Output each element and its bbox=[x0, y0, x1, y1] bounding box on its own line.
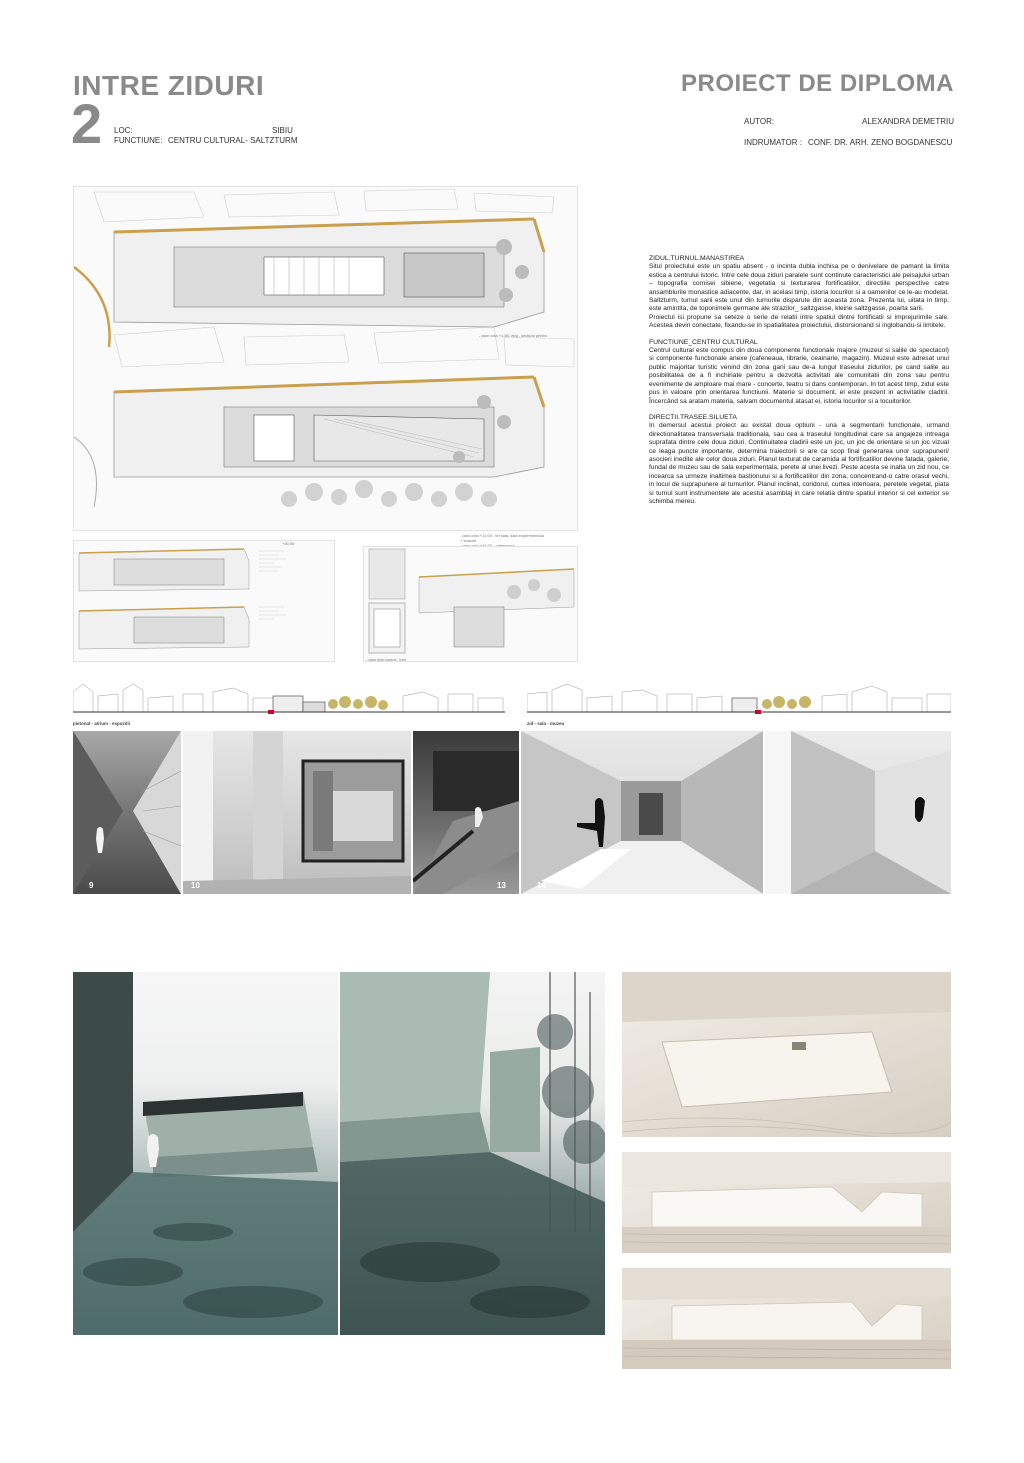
exterior-render-middle bbox=[340, 972, 605, 1335]
model-photo-middle bbox=[622, 1152, 951, 1253]
model-photo-top bbox=[622, 972, 951, 1137]
location-label: LOC: bbox=[114, 126, 133, 135]
model-middle-drawing bbox=[622, 1152, 951, 1253]
render-panel-14 bbox=[521, 731, 763, 894]
exterior-render-left bbox=[73, 972, 338, 1335]
section-label-right: zid - sala - muzeu bbox=[527, 721, 565, 726]
advisor-label: INDRUMATOR : bbox=[744, 138, 802, 147]
panel-number-14: 14 bbox=[537, 881, 546, 890]
paragraph-function: Centrul cultural este compus din doua componente functionale majore (muzeul si salile de spectacol) si componente functionale anexe (cafeneaua, librarie, ceainarie, magazin). Muzeul este adresat unui public majoritar turistic venind din zona garii sau de-a lungul traseului zidurilor, pe cand salile au posibilitatea de a fi inchiriate pentru a dezvolta activitati ale comunitatii din zona sau pentru evenimente de amploare mai mare - concerte, teatru si dans contemporan. In tot acest timp, zidul este pus in valoare prin orientarea functiunii. Materie si document, el este prezent in activitatile cladirii. Încercând sa aratam materia, salvam documentul atasat ei, istoria locurilor si a locuitorilor. bbox=[649, 347, 949, 405]
paragraph-relations: Proiectul isi propune sa seteze o serie de relatii intre spatiul dintre fortificatii si imprejurimile sale. Acestea devin conectate, fixandu-se in spatialitatea proiectului, distorsionand si inglobandu-si limitele. bbox=[649, 313, 949, 330]
tower-plans bbox=[363, 546, 578, 662]
function-value: CENTRU CULTURAL- SALTZTURM bbox=[168, 136, 298, 145]
panel-number-13: 13 bbox=[497, 881, 506, 890]
floor-plans-drawing bbox=[74, 541, 335, 662]
advisor-value: CONF. DR. ARH. ZENO BOGDANESCU bbox=[808, 138, 953, 147]
model-bottom-drawing bbox=[622, 1268, 951, 1369]
site-plan-drawing bbox=[74, 187, 578, 531]
plan-note-1: - plan cota +1.50, etaj - sectiuni pentru bbox=[479, 333, 548, 338]
plan-note-2: - plan cota +11.00 - tiri sala, sala experimentala bbox=[460, 533, 544, 538]
paragraph-directions: In demersul acestui proiect au existat doua optiuni - una a segmentarii functionale, urmand directionalitatea transversala traditionala, sau cea a traseului longitudinal care sa angajeze intreaga suprafata dintre cele doua ziduri. Continuitatea cladirii este un joc, un joc de orientare si un joc vizual ce leaga puncte importante, determina traiectorii si are ca scop final generarea unor suprapuneri/ asocieri inedite ale celor doua ziduri. Planul texturat de caramida al fortificatiilor devine fatada, galerie, fundal de muzeu sau de sala experimentala, perete al unei livezi. Peste acesta se inalta un zid nou, ce incearca sa urmeze inaltimea bastionului si a fortificatiilor din zona, concentrand-o catre orasul vechi, in locul de suprapunere al turnurilor. Planul inclinat, coridorul, curtea interioara, peretele vegetal, piata si turnul sunt instrumentele ale acestui asamblaj in care relatia dintre spatiul interior si cel exterior se schimba mereu. bbox=[649, 422, 949, 505]
section-strip-left bbox=[73, 672, 505, 726]
location-value: SIBIU bbox=[272, 126, 293, 135]
heading-wall-tower: ZIDUL.TURNUL.MANASTIREA bbox=[649, 255, 745, 262]
section-label-left: pietonal - atrium - expozitii bbox=[73, 721, 131, 726]
section-right-drawing bbox=[527, 672, 951, 716]
board-number: 2 bbox=[71, 92, 103, 155]
site-plan-main bbox=[73, 186, 578, 531]
section-left-drawing bbox=[73, 672, 505, 716]
model-top-drawing bbox=[622, 972, 951, 1137]
board-title: INTRE ZIDURI bbox=[73, 70, 265, 101]
exterior-middle-drawing bbox=[340, 972, 605, 1335]
section-strip-right bbox=[527, 672, 951, 726]
heading-directions: DIRECTII.TRASEE.SILUETA bbox=[649, 413, 737, 421]
project-title: PROIECT DE DIPLOMA bbox=[680, 70, 954, 97]
author-value: ALEXANDRA DEMETRIU bbox=[862, 117, 955, 126]
model-photo-bottom bbox=[622, 1268, 951, 1369]
exterior-left-drawing bbox=[73, 972, 338, 1335]
render-panel-15 bbox=[765, 731, 951, 894]
description-text bbox=[649, 255, 949, 506]
tower-plans-drawing bbox=[364, 547, 578, 662]
author-label: AUTOR: bbox=[744, 117, 775, 126]
corridor-drawing bbox=[73, 731, 181, 894]
render-panel-9 bbox=[73, 731, 181, 894]
paragraph-site: Situl proiectului este un spatiu absent - o incinta dubla inchisa pe o denivelare de pamant la limita estica a centrului istoric. Intre cele doua ziduri paralele sunt continute caracteristici ale peisajului urban – topografia cornisei sibiene, vegetatia si texturarea fortificatiilor, directiile perspective catre ansamblurile monastice adiacente, dar, in acelasi timp, istoria locurilor si a oamenilor ce le-au modelat. Saltzturm, turnul sarii este unul din turnurile disparute din aceasta zona. Prezenta lui, uitata in timp, este amintita, de toponimele germane ale strazilor_ saltzgasse, kleine saltzgasse, poarta sarii. bbox=[649, 263, 949, 313]
heading-function: FUNCTIUNE_CENTRU CULTURAL bbox=[649, 338, 758, 346]
ramp-drawing bbox=[413, 731, 519, 894]
panel-number-9: 9 bbox=[89, 881, 94, 890]
hall-drawing bbox=[521, 731, 763, 894]
floor-plans-left bbox=[73, 540, 335, 662]
plan-note-3: + scaune bbox=[460, 538, 477, 543]
function-label: FUNCTIUNE: bbox=[114, 136, 163, 145]
render-panel-10 bbox=[183, 731, 411, 894]
atrium-drawing bbox=[183, 731, 411, 894]
render-panel-13 bbox=[413, 731, 519, 894]
plan-note-6: - plan etaj curent - turn bbox=[366, 657, 407, 662]
plan-note-7: +00.00 bbox=[282, 541, 295, 546]
gallery-drawing bbox=[765, 731, 951, 894]
panel-number-10: 10 bbox=[191, 881, 200, 890]
